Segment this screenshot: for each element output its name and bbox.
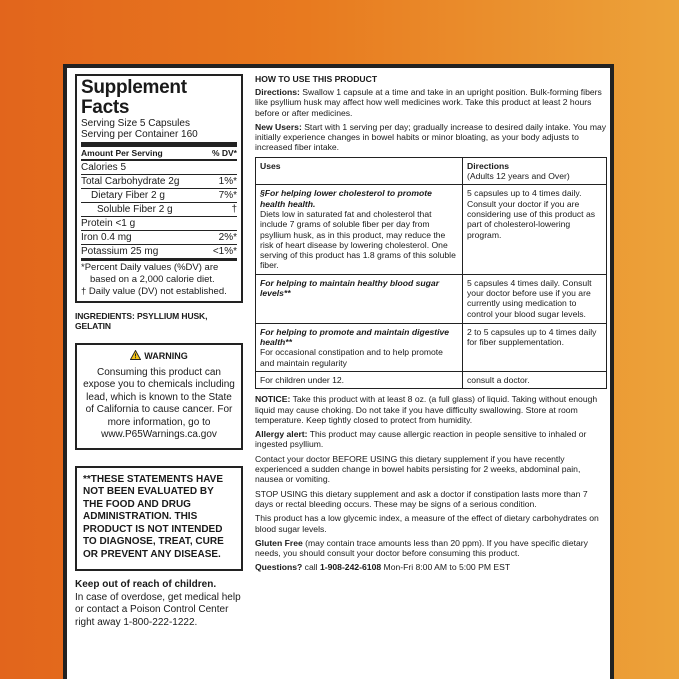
nutrient-name: Potassium 25 mg [81,246,159,257]
children-warning [75,579,243,629]
facts-footnotes [81,258,237,298]
amount-header: Amount Per Serving [81,148,163,158]
notice [255,394,607,425]
nutrient-dv: 1%* [218,176,237,187]
use-title: §For helping lower cholesterol to promote health health. [260,188,432,209]
dv-header: % DV* [211,148,237,158]
nutrient-name: Protein <1 g [81,218,136,229]
left-column [75,74,243,629]
gluten-free [255,538,607,559]
nutrient-row [81,202,237,216]
nutrient-name: Dietary Fiber 2 g [91,190,165,201]
use-title: For helping to maintain healthy blood sugar levels** [260,277,440,299]
nutrient-row [81,216,237,230]
direction-cell: consult a doctor. [463,371,607,388]
nutrient-row [81,188,237,202]
table-row [256,323,607,371]
directions-header-sub: (Adults 12 years and Over) [467,171,570,182]
facts-header [81,147,237,159]
notice-text: Take this product with at least 8 oz. (a full glass) of liquid. Taking without enough liquid may cause choking. Do not take if you have difficulty swallowing. Store at room temperature. Keep tightly closed to protect from humidity. [255,394,598,425]
nutrient-dv: † [231,204,237,215]
warning-triangle-icon [130,350,141,360]
how-to-heading: HOW TO USE THIS PRODUCT [255,74,378,84]
use-text: Diets low in saturated fat and cholesterol that include 7 grams of soluble fiber per day from psyllium husk, as in this product, may reduce the risk of heart disease by lowering cholesterol. One serving of this product has 1.8 grams of this soluble fiber. [260,208,456,271]
prop65-warning [75,343,243,450]
new-users-label: New Users: [255,121,302,132]
warning-heading [81,350,237,363]
nutrient-dv: 2%* [218,232,237,243]
servings-per-container: Serving per Container 160 [81,129,198,140]
uses-table-header [256,157,607,185]
contact-doctor: Contact your doctor BEFORE USING this dietary supplement if you have recently experienced a sudden change in bowel habits persisting for 2 weeks, abdominal pain, nausea or vomiting. [255,453,581,485]
nutrient-row [81,244,237,258]
notice-label: NOTICE: [255,394,291,405]
directions [255,87,607,118]
children-text: In case of overdose, get medical help or contact a Poison Control Center right away 1-800-222-1222. [75,591,241,628]
footnote-dv-not-established: † Daily value (DV) not established. [81,286,227,297]
use-cell: For children under 12. [256,371,463,388]
uses-header: Uses [256,157,463,185]
use-cell [256,323,463,371]
use-cell [256,185,463,274]
new-users [255,122,607,153]
ingredients: INGREDIENTS: PSYLLIUM HUSK, GELATIN [75,311,208,331]
questions-prefix: call [304,562,318,573]
nutrient-name: Soluble Fiber 2 g [97,204,173,215]
use-title: For helping to promote and maintain digestive health** [260,326,450,348]
glycemic-note: This product has a low glycemic index, a measure of the effect of dietary carbohydrates on blood sugar levels. [255,513,599,534]
direction-cell: 5 capsules up to 4 times daily. Consult your doctor if you are considering use of this product as part of cholesterol-lowering program. [463,185,607,274]
right-column [255,74,607,577]
direction-cell: 2 to 5 capsules up to 4 times daily for fiber supplementation. [463,323,607,371]
new-users-text: Start with 1 serving per day; gradually increase to desired daily intake. You may initially experience changes in bowel habits or minor bloating, as your body adjusts to increased fiber intake. [255,121,607,153]
uses-table [255,157,607,389]
gluten-text: (may contain trace amounts less than 20 ppm). If you have specific dietary needs, you should consult your doctor before consuming this product. [255,537,588,559]
allergy-label: Allergy alert: [255,429,308,440]
serving-size: Serving Size 5 Capsules [81,118,190,129]
questions-phone: 1-908-242-6108 [319,562,382,573]
stop-using: STOP USING this dietary supplement and ask a doctor if constipation lasts more than 7 days or rectal bleeding occurs. These may be signs of a serious condition. [255,488,588,509]
allergy-text: This product may cause allergic reaction in people sensitive to inhaled or ingested psyllium. [255,429,587,450]
warning-title: WARNING [144,351,188,361]
directions-header [463,157,607,185]
nutrient-name: Iron 0.4 mg [81,232,132,243]
nutrient-dv: <1%* [212,246,237,257]
supplement-label [63,64,614,679]
children-heading: Keep out of reach of children. [75,579,217,590]
nutrient-name: Calories 5 [81,162,127,173]
nutrient-row [81,159,237,174]
nutrient-name: Total Carbohydrate 2g [81,176,180,187]
gluten-label: Gluten Free [255,537,303,548]
warning-text: Consuming this product can expose you to chemicals including lead, which is known to the State of California to cause cancer. For more information, go to www.P65Warnings.ca.gov [83,366,235,440]
footnote-percent-dv: *Percent Daily values (%DV) are based on a 2,000 calorie diet. [81,262,219,285]
supplement-facts-panel [75,74,243,303]
fda-disclaimer: **THESE STATEMENTS HAVE NOT BEEN EVALUATED BY THE FOOD AND DRUG ADMINISTRATION. THIS PRODUCT IS NOT INTENDED TO DIAGNOSE, TREAT, CURE OR PREVENT ANY DISEASE. [75,466,243,572]
table-row [256,371,607,388]
table-row [256,274,607,323]
directions-header-title: Directions [467,160,510,171]
directions-label: Directions: [255,87,300,97]
nutrient-row [81,174,237,188]
use-cell [256,274,463,323]
questions-hours: Mon-Fri 8:00 AM to 5:00 PM EST [383,562,511,573]
questions [255,562,607,572]
nutrient-dv: 7%* [218,190,237,201]
supplement-facts-title: Supplement Facts [81,77,187,118]
direction-cell: 5 capsules 4 times daily. Consult your doctor before use if you are currently using medication to control your blood sugar levels. [463,274,607,323]
questions-label: Questions? [255,562,303,573]
directions-text: Swallow 1 capsule at a time and take in an upright position. Bulk-forming fibers like psyllium husk may affect how well medicines work. Take this product at least 2 hours before or after medicines. [255,87,602,118]
use-text: For occasional constipation and to help promote and maintain regularity [260,347,443,368]
table-row [256,185,607,274]
nutrient-row [81,230,237,244]
allergy-alert [255,429,607,450]
